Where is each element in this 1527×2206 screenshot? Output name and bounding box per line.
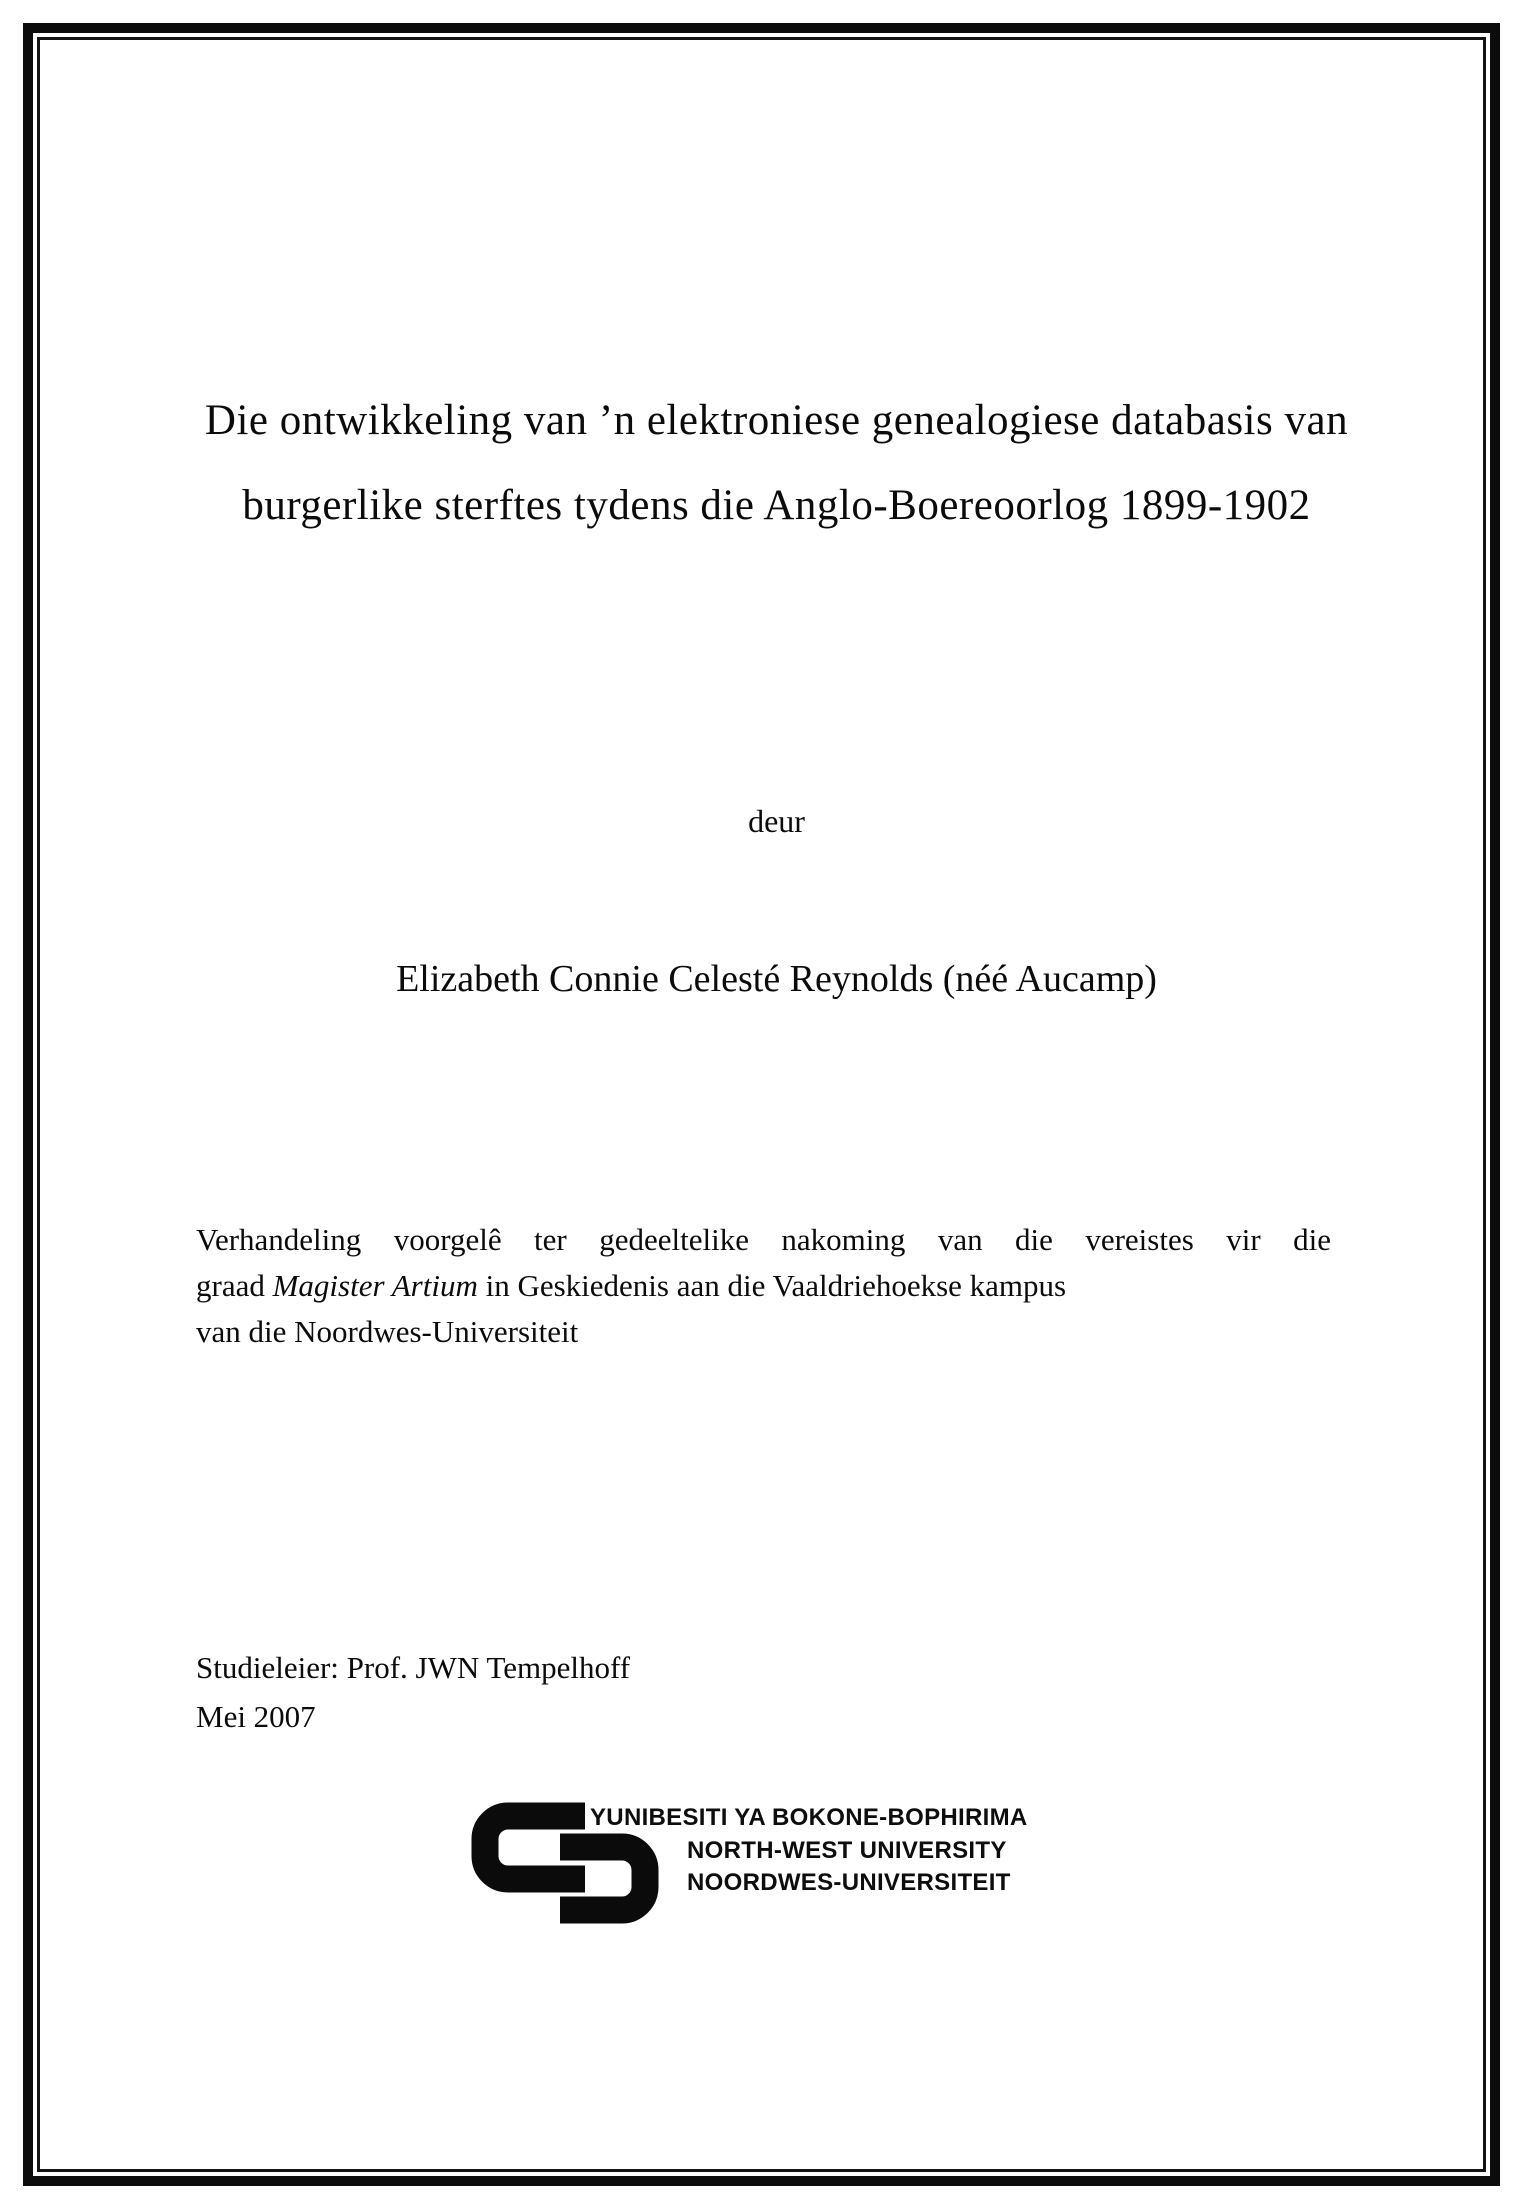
degree-statement — [196, 1217, 1331, 1355]
university-logo — [470, 1798, 1130, 1958]
thesis-title — [195, 378, 1358, 548]
logo-text-english: NORTH-WEST UNIVERSITY — [687, 1837, 1007, 1864]
logo-text-afrikaans: NOORDWES-UNIVERSITEIT — [687, 1869, 1011, 1896]
supervisor-line: Studieleier: Prof. JWN Tempelhoff — [196, 1650, 631, 1685]
degree-statement-line1: Verhandeling voorgelê ter gedeeltelike nakoming van die vereistes vir die — [196, 1222, 1331, 1257]
degree-statement-line2-prefix: graad — [196, 1268, 273, 1303]
degree-statement-line2-suffix: in Geskiedenis aan die Vaaldriehoekse kampus — [477, 1268, 1067, 1303]
degree-statement-line3: van die Noordwes-Universiteit — [196, 1314, 579, 1349]
thesis-title-line1: Die ontwikkeling van ’n elektroniese genealogiese databasis van — [204, 397, 1349, 444]
degree-title-italic: Magister Artium — [272, 1268, 478, 1303]
supervisor-block — [196, 1643, 630, 1741]
date-line: Mei 2007 — [196, 1699, 316, 1734]
author-name: Elizabeth Connie Celesté Reynolds (néé Aucamp) — [396, 958, 1157, 1000]
thesis-title-line2: burgerlike sterftes tydens die Anglo-Boereoorlog 1899-1902 — [242, 482, 1311, 529]
byline: deur — [748, 803, 805, 839]
logo-text-setswana: YUNIBESITI YA BOKONE-BOPHIRIMA — [590, 1804, 1028, 1831]
degree-statement-line2 — [196, 1263, 1331, 1309]
